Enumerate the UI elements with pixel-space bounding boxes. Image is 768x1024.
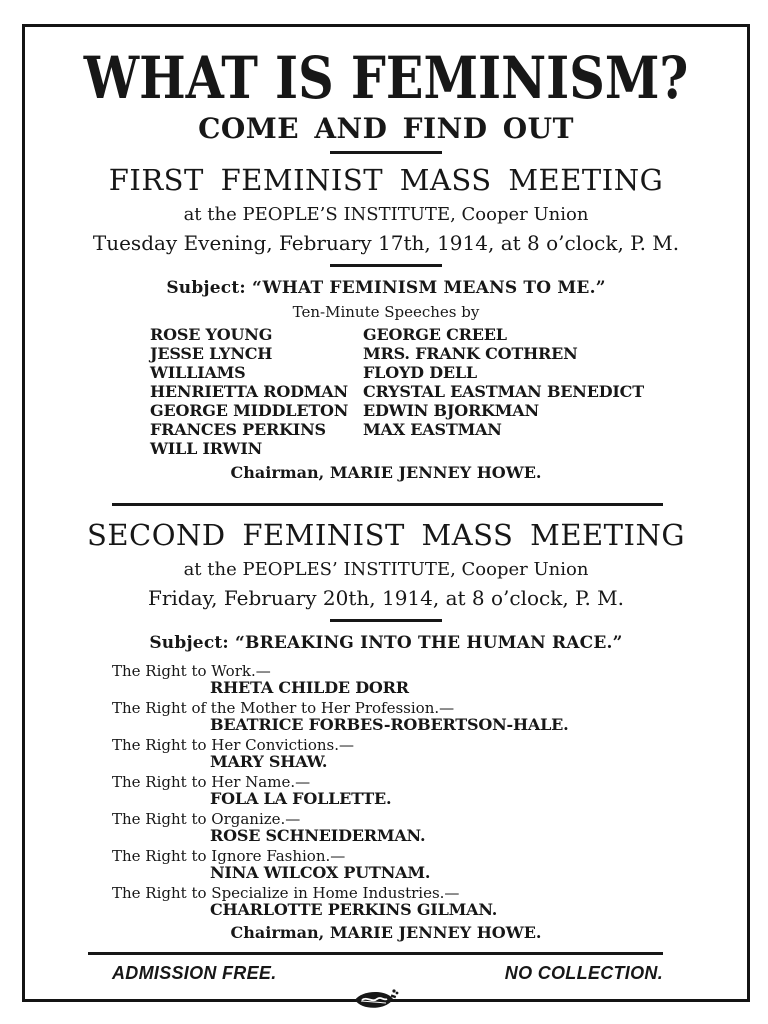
topic-item [25,738,747,771]
meeting1-datetime-underline-rule [330,264,442,267]
speaker-name: MRS. FRANK COTHREN [363,344,578,363]
poster-title: WHAT IS FEMINISM? [83,44,689,112]
speaker-name: GEORGE MIDDLETON [150,401,349,420]
topic-right-label: The Right to Ignore Fashion.— [112,847,346,865]
meeting1-venue: at the PEOPLE’S INSTITUTE, Cooper Union [183,204,589,225]
topic-right-label: The Right to Her Name.— [112,773,311,791]
section-divider-rule [112,503,663,506]
topic-item [25,664,747,697]
ornament-container [15,987,737,1017]
speaker-name: FLOYD DELL [363,363,477,382]
meeting2-datetime: Friday, February 20th, 1914, at 8 o’clock, P. M. [147,586,625,610]
speaker-name: GEORGE CREEL [363,325,507,344]
speaker-name: JESSE LYNCH WILLIAMS [150,344,273,382]
meeting1-speaker-list [150,325,747,458]
topic-speaker-name: NINA WILCOX PUTNAM. [210,863,431,882]
meeting1-speeches-note: Ten-Minute Speeches by [292,303,480,321]
topic-right-label: The Right to Specialize in Home Industries.— [112,884,460,902]
speaker-name: EDWIN BJORKMAN [363,401,539,420]
meeting1-chairman-line: Chairman, MARIE JENNEY HOWE. [230,463,542,482]
subtitle-underline-rule [330,151,442,154]
topic-speaker-name: BEATRICE FORBES-ROBERTSON-HALE. [210,715,569,734]
topic-speaker-name: MARY SHAW. [210,752,328,771]
meeting2-chairman-line: Chairman, MARIE JENNEY HOWE. [230,923,542,942]
meeting1-datetime: Tuesday Evening, February 17th, 1914, at 8 o’clock, P. M. [92,231,680,255]
topic-right-label: The Right to Her Convictions.— [112,736,355,754]
topic-speaker-name: RHETA CHILDE DORR [210,678,409,697]
topic-item [25,886,747,919]
meeting1-subject: Subject: “WHAT FEMINISM MEANS TO ME.” [166,278,606,298]
meeting2-heading: SECOND FEMINIST MASS MEETING [87,518,685,552]
no-collection-note: NO COLLECTION. [504,963,663,983]
meeting1-heading: FIRST FEMINIST MASS MEETING [108,163,664,197]
speaker-name: FRANCES PERKINS [150,420,326,439]
meeting2-topic-list [25,664,747,919]
speaker-name: HENRIETTA RODMAN [150,382,348,401]
footer-row [112,962,663,984]
printers-union-label-icon [353,987,399,1013]
poster-subtitle: COME AND FIND OUT [198,112,574,145]
topic-item [25,775,747,808]
topic-item [25,812,747,845]
topic-item [25,701,747,734]
speaker-name: MAX EASTMAN [363,420,502,439]
topic-speaker-name: ROSE SCHNEIDERMAN. [210,826,426,845]
poster-content [25,27,747,1017]
topic-speaker-name: FOLA LA FOLLETTE. [210,789,392,808]
footer-rule [88,952,663,955]
speaker-name: ROSE YOUNG [150,325,273,344]
topic-speaker-name: CHARLOTTE PERKINS GILMAN. [210,900,498,919]
topic-right-label: The Right to Work.— [112,662,271,680]
speaker-name: CRYSTAL EASTMAN BENEDICT [363,382,644,401]
speaker-column-right [363,325,747,458]
topic-item [25,849,747,882]
meeting2-datetime-underline-rule [330,619,442,622]
meeting2-venue: at the PEOPLES’ INSTITUTE, Cooper Union [183,559,589,580]
meeting2-subject: Subject: “BREAKING INTO THE HUMAN RACE.” [149,633,623,653]
admission-free-note: ADMISSION FREE. [112,963,277,983]
speaker-name: WILL IRWIN [150,439,263,458]
topic-right-label: The Right of the Mother to Her Profession.— [112,699,455,717]
topic-right-label: The Right to Organize.— [112,810,301,828]
speaker-column-left [150,325,363,458]
